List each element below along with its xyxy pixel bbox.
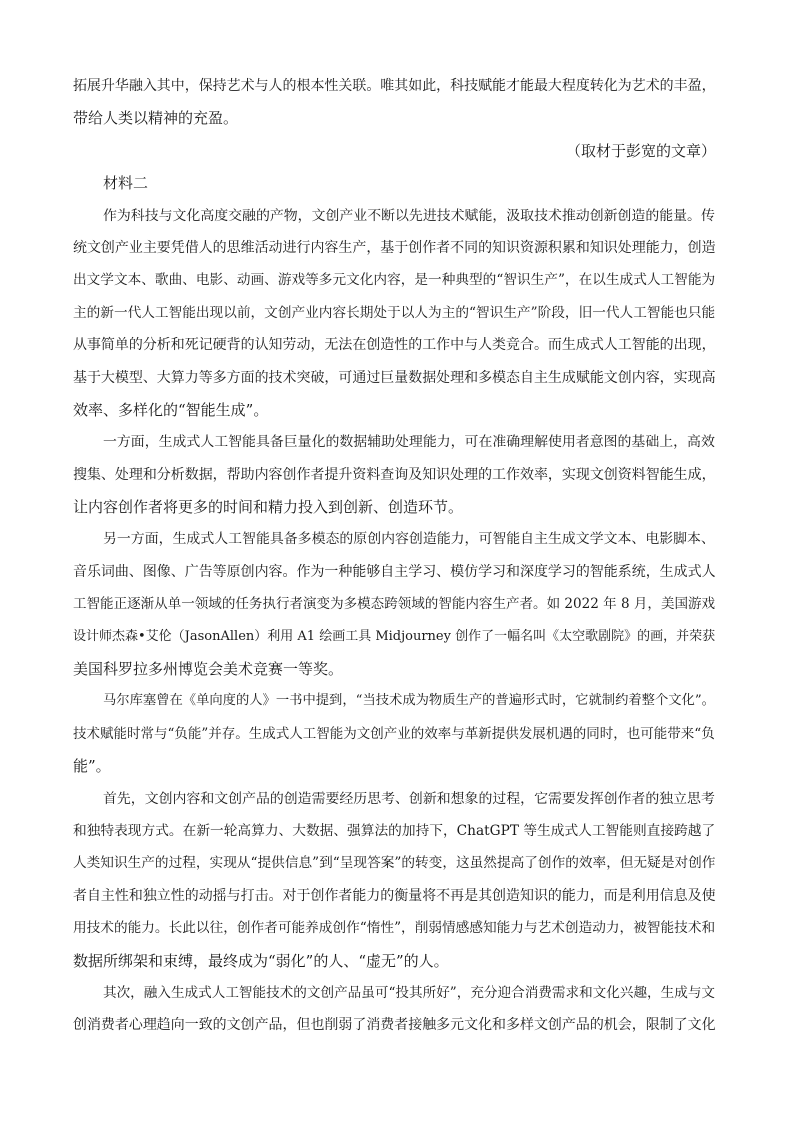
text-line: 设计师杰森•艾伦（JasonAllen）利用 A1 绘画工具 Midjourney 创作了一幅名叫《太空歌剧院》的画，并荣获 xyxy=(73,628,716,644)
text-line: 技术赋能时常与“负能”并存。生成式人工智能为文创产业的效率与革新提供发展机遇的同时，也可能带来“负 xyxy=(73,725,715,742)
section-heading: 材料二 xyxy=(103,174,149,193)
text-line: 出文学文本、歌曲、电影、动画、游戏等多元文化内容，是一种典型的“智识生产”，在以生成式人工智能为 xyxy=(73,272,716,289)
text-line: 拓展升华融入其中，保持艺术与人的根本性关联。唯其如此，科技赋能才能最大程度转化为艺术的丰盈， xyxy=(73,78,716,94)
text-line: 搜集、处理和分析数据，帮助内容创作者提升资料查询及知识处理的工作效率，实现文创资料智能生成， xyxy=(73,466,716,483)
text-line: 和独特表现方式。在新一轮高算力、大数据、强算法的加持下，ChatGPT 等生成式人工智能则直接跨越了 xyxy=(73,822,716,839)
text-line: 马尔库塞曾在《单向度的人》一书中提到，“当技术成为物质生产的普遍形式时，它就制约着整个文化”。 xyxy=(103,693,715,709)
text-line: 者自主性和独立性的动摇与打击。对于创作者能力的衡量将不再是其创造知识的能力，而是利用信息及使 xyxy=(73,887,716,904)
text-line: 基于大模型、大算力等多方面的技术突破，可通过巨量数据处理和多模态自主生成赋能文创内容，实现高 xyxy=(73,369,716,386)
text-line: 工智能正逐渐从单一领域的任务执行者演变为多模态跨领域的智能内容生产者。如 2022 年 8 月，美国游戏 xyxy=(73,596,716,613)
text-line: 人类知识生产的过程，实现从“提供信息”到“呈现答案”的转变，这虽然提高了创作的效率，但无疑是对创作 xyxy=(73,855,716,872)
text-line: 创消费者心理趋向一致的文创产品，但也削弱了消费者接触多元文化和多样文创产品的机会，限制了文化 xyxy=(73,1017,716,1034)
text-line: 首先，文创内容和文创产品的创造需要经历思考、创新和想象的过程，它需要发挥创作者的独立思考 xyxy=(103,790,715,807)
text-line: 一方面，生成式人工智能具备巨量化的数据辅助处理能力，可在准确理解使用者意图的基础上，高效 xyxy=(103,434,715,451)
text-line: 美国科罗拉多州博览会美术竞赛一等奖。 xyxy=(73,660,344,679)
text-line: 作为科技与文化高度交融的产物，文创产业不断以先进技术赋能，汲取技术推动创新创造的能量。传 xyxy=(103,207,715,224)
text-line: 能”。 xyxy=(73,757,111,776)
text-line: 效率、多样化的“智能生成”。 xyxy=(73,400,269,419)
text-line: 让内容创作者将更多的时间和精力投入到创新、创造环节。 xyxy=(73,498,464,517)
text-line: 从事简单的分析和死记硬背的认知劳动，无法在创造性的工作中与人类竞合。而生成式人工智能的出现， xyxy=(73,337,716,354)
text-line: 另一方面，生成式人工智能具备多模态的原创内容创造能力，可智能自主生成文学文本、电影脚本、 xyxy=(103,531,715,548)
text-line: 统文创产业主要凭借人的思维活动进行内容生产，基于创作者不同的知识资源积累和知识处理能力，创造 xyxy=(73,239,716,256)
text-line: 带给人类以精神的充盈。 xyxy=(73,109,239,128)
text-line: 用技术的能力。长此以往，创作者可能养成创作“惰性”，削弱情感感知能力与艺术创造动力，被智能技术和 xyxy=(73,920,716,937)
text-line: 数据所绑架和束缚，最终成为“弱化”的人、“虚无”的人。 xyxy=(73,951,449,970)
source-citation: （取材于彭宽的文章） xyxy=(565,141,716,160)
text-line: 音乐词曲、图像、广告等原创内容。作为一种能够自主学习、模仿学习和深度学习的智能系统，生成式人 xyxy=(73,563,716,580)
document-page xyxy=(73,70,718,1042)
text-line: 主的新一代人工智能出现以前，文创产业内容长期处于以人为主的“智识生产”阶段，旧一代人工智能也只能 xyxy=(73,304,716,321)
text-line: 其次，融入生成式人工智能技术的文创产品虽可“投其所好”，充分迎合消费需求和文化兴趣，生成与文 xyxy=(103,984,716,1001)
